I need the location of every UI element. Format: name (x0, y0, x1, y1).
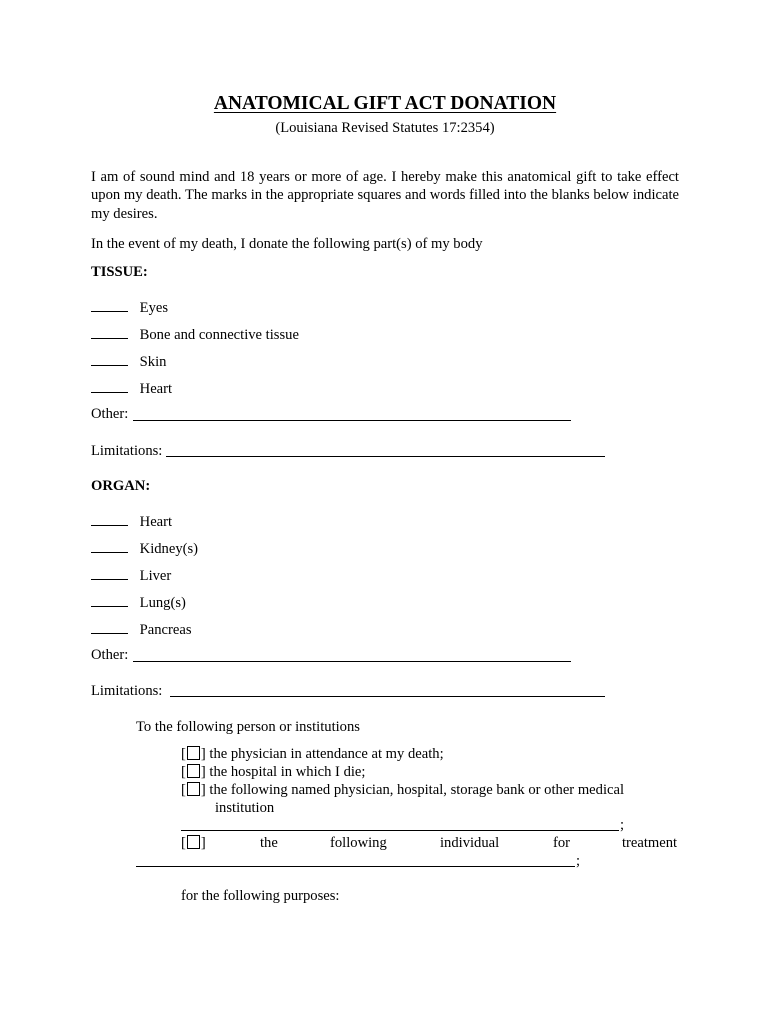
tissue-item-skin[interactable] (91, 353, 166, 371)
tissue-item-label: Bone and connective tissue (139, 327, 299, 343)
organ-pancreas-blank[interactable] (91, 621, 128, 634)
organ-limitations-field[interactable] (170, 696, 605, 697)
bracket: [ (181, 764, 186, 780)
tissue-other-label: Other: (91, 406, 129, 422)
intro-paragraph: I am of sound mind and 18 years or more of age. I hereby make this anatomical gift to take effect upon my death. The marks in the appropriate squares and words filled into the blanks below indicate my desires. (91, 169, 679, 222)
recipients-intro: To the following person or institutions (136, 719, 360, 735)
bracket: [ (181, 835, 186, 851)
bracket: ] (200, 746, 206, 762)
checkbox[interactable] (187, 835, 200, 849)
bracket: [ (181, 782, 186, 798)
organ-item-label: Pancreas (139, 622, 192, 638)
semicolon: ; (620, 817, 625, 833)
checkbox[interactable] (187, 746, 200, 760)
option-word: following (330, 835, 387, 851)
recipient-option-individual[interactable] (181, 835, 679, 855)
bracket: [ (181, 746, 186, 762)
option-word: individual (440, 835, 500, 851)
checkbox[interactable] (187, 764, 200, 778)
tissue-eyes-blank[interactable] (91, 299, 128, 312)
organ-item-label: Lung(s) (139, 595, 186, 611)
tissue-item-label: Heart (139, 381, 173, 397)
individual-field[interactable] (136, 866, 575, 867)
option-label: the physician in attendance at my death; (209, 746, 444, 762)
organ-other-label: Other: (91, 647, 129, 663)
organ-item-label: Heart (139, 514, 173, 530)
option-label-continued: institution (215, 800, 275, 816)
tissue-limitations-field[interactable] (166, 456, 605, 457)
semicolon: ; (576, 853, 581, 869)
page-title: ANATOMICAL GIFT ACT DONATION (213, 93, 557, 114)
tissue-skin-blank[interactable] (91, 353, 128, 366)
organ-item-label: Liver (139, 568, 172, 584)
tissue-limitations-label: Limitations: (91, 443, 163, 459)
named-institution-field[interactable] (181, 830, 619, 831)
organ-item-label: Kidney(s) (139, 541, 199, 557)
tissue-item-heart[interactable] (91, 380, 172, 398)
organ-heart-blank[interactable] (91, 513, 128, 526)
bracket: ] (200, 835, 206, 851)
tissue-other-field[interactable] (133, 420, 571, 421)
tissue-heart-blank[interactable] (91, 380, 128, 393)
statute-subtitle: (Louisiana Revised Statutes 17:2354) (275, 120, 495, 136)
recipient-option-hospital[interactable] (181, 764, 365, 781)
recipient-option-physician[interactable] (181, 746, 444, 763)
option-word: for (553, 835, 571, 851)
organ-item-liver[interactable] (91, 567, 171, 585)
organ-other-field[interactable] (133, 661, 571, 662)
checkbox[interactable] (187, 782, 200, 796)
organ-item-lung[interactable] (91, 594, 186, 612)
organ-item-kidney[interactable] (91, 540, 198, 558)
checkbox-group[interactable] (181, 835, 206, 852)
organ-kidney-blank[interactable] (91, 540, 128, 553)
organ-limitations-label: Limitations: (91, 683, 163, 699)
tissue-bone-blank[interactable] (91, 326, 128, 339)
bracket: ] (200, 782, 206, 798)
tissue-item-label: Eyes (139, 300, 169, 316)
organ-heading: ORGAN: (91, 478, 151, 494)
organ-lung-blank[interactable] (91, 594, 128, 607)
purposes-label: for the following purposes: (181, 888, 340, 904)
tissue-item-eyes[interactable] (91, 299, 168, 317)
organ-liver-blank[interactable] (91, 567, 128, 580)
tissue-item-label: Skin (139, 354, 167, 370)
organ-item-pancreas[interactable] (91, 621, 192, 639)
option-label: the hospital in which I die; (209, 764, 366, 780)
tissue-item-bone[interactable] (91, 326, 299, 344)
tissue-heading: TISSUE: (91, 264, 148, 280)
option-label: the following named physician, hospital, storage bank or other medical (209, 782, 625, 798)
option-word: treatment (622, 835, 678, 851)
recipient-option-named[interactable] (181, 782, 624, 799)
organ-item-heart[interactable] (91, 513, 172, 531)
bracket: ] (200, 764, 206, 780)
donate-line: In the event of my death, I donate the following part(s) of my body (91, 236, 483, 252)
option-word: the (260, 835, 278, 851)
